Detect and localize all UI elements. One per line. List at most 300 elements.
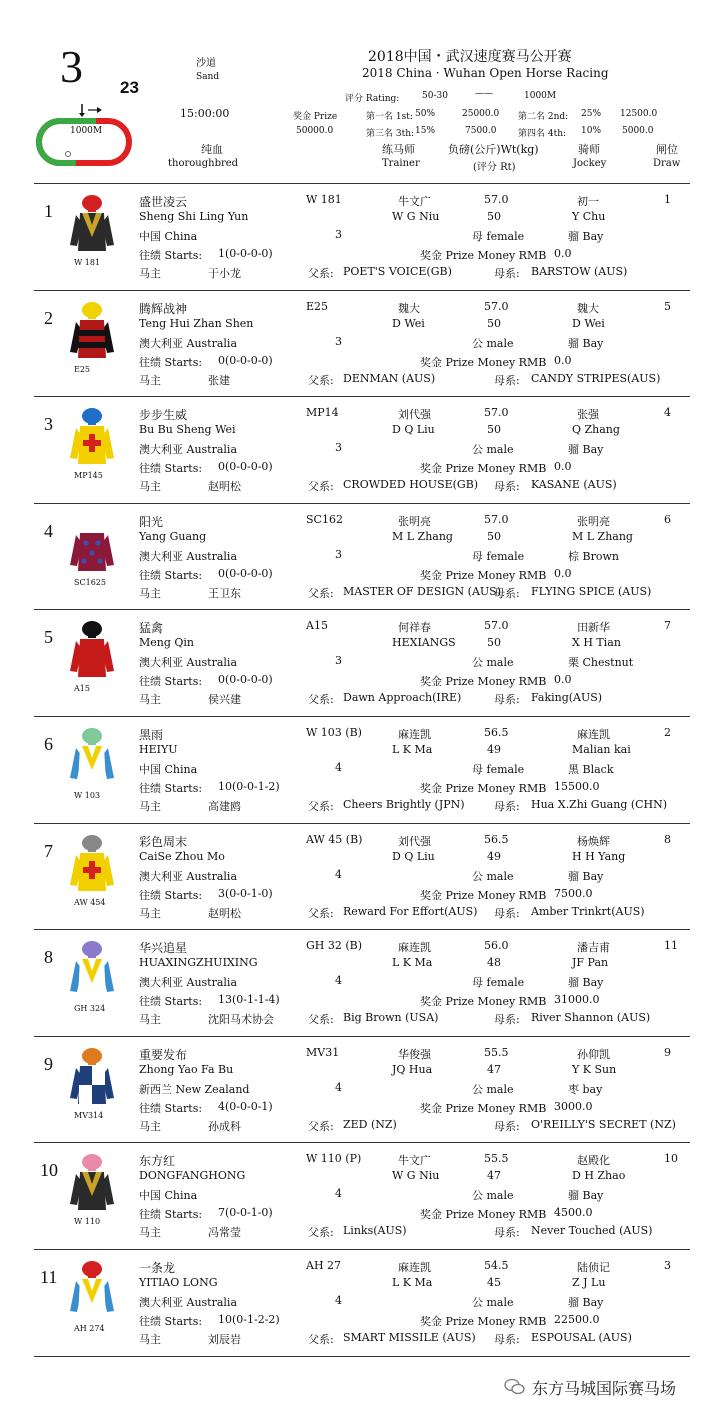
prize-label: 奖金 Prize Money RMB — [420, 568, 547, 582]
jockey-cn: 张强 — [577, 408, 599, 422]
sire-label: 父系: — [308, 1013, 334, 1027]
trainer-en: L K Ma — [392, 743, 433, 756]
horse-age: 3 — [335, 228, 342, 241]
rating: 50 — [487, 529, 501, 543]
starts-record: 0(0-0-0-0) — [218, 460, 273, 474]
starts-record: 0(0-0-0-0) — [218, 673, 273, 687]
owner-name: 高建鸥 — [208, 800, 241, 813]
owner-name: 于小龙 — [208, 267, 241, 280]
prize-money: 0.0 — [554, 460, 572, 474]
dam-label: 母系: — [494, 373, 520, 387]
sire-name: Dawn Approach(IRE) — [343, 691, 462, 705]
horse-origin: 中国 China — [139, 230, 198, 243]
prize-label: 奖金 Prize Money RMB — [420, 462, 547, 476]
trainer-en: HEXIANGS — [392, 636, 456, 650]
horse-age: 4 — [335, 1187, 342, 1201]
col-draw-cn: 闸位 — [656, 143, 678, 156]
owner-name: 赵明松 — [208, 480, 241, 494]
dam-label: 母系: — [494, 267, 520, 280]
horse-age: 4 — [335, 1080, 342, 1094]
starts-record: 3(0-0-1-0) — [218, 886, 273, 900]
jockey-silks-icon — [70, 1259, 114, 1319]
fourth-pct: 10% — [581, 126, 602, 136]
prize-label: 奖金 Prize Money RMB — [420, 249, 547, 262]
horse-name-en: Zhong Yao Fa Bu — [139, 1062, 234, 1076]
sex: 公 male — [472, 656, 514, 670]
sex: 公 male — [472, 1082, 514, 1096]
third-amount: 7500.0 — [465, 126, 497, 136]
dam-name: FLYING SPICE (AUS) — [531, 584, 652, 598]
weight: 56.5 — [484, 726, 509, 739]
horse-name-cn: 东方红 — [139, 1154, 176, 1169]
sire-label: 父系: — [308, 1119, 334, 1133]
track-distance-label: 1000M — [70, 126, 103, 136]
horse-color: 栗 Chestnut — [568, 656, 634, 670]
trainer-en: W G Niu — [392, 1169, 440, 1183]
second-pct: 25% — [581, 109, 602, 119]
sex: 公 male — [472, 336, 514, 350]
starts-label: 往绩 Starts: — [139, 1101, 203, 1115]
trainer-cn: 麻连凯 — [398, 1261, 431, 1274]
draw: 9 — [664, 1045, 671, 1059]
prize-money: 0.0 — [554, 247, 572, 260]
post-number: 5 — [44, 627, 53, 648]
owner-label: 马主 — [139, 1013, 161, 1027]
jockey-cn: 杨焕辉 — [577, 834, 610, 848]
sex: 母 female — [472, 976, 525, 990]
horse-origin: 澳大利亚 Australia — [139, 549, 238, 563]
owner-label: 马主 — [139, 906, 161, 920]
horse-color: 骝 Bay — [568, 336, 604, 350]
third-pct: 15% — [415, 126, 436, 136]
horse-origin: 澳大利亚 Australia — [139, 869, 238, 883]
jockey-silks-icon — [70, 939, 114, 999]
trainer-en: D Q Liu — [392, 423, 435, 437]
horse-age: 4 — [335, 974, 342, 988]
horse-code-small: GH 324 — [74, 1004, 106, 1014]
jockey-en: D H Zhao — [572, 1169, 626, 1183]
horse-name-cn: 重要发布 — [139, 1047, 188, 1062]
weight: 57.0 — [484, 406, 509, 420]
starts-label: 往绩 Starts: — [139, 675, 203, 689]
sire-name: CROWDED HOUSE(GB) — [343, 478, 479, 492]
horse-code: W 181 — [306, 193, 342, 206]
race-title-cn: 2018中国・武汉速度赛马公开赛 — [368, 49, 572, 65]
horse-color: 骝 Bay — [568, 443, 604, 457]
row-divider — [34, 1356, 690, 1357]
race-title-en: 2018 China · Wuhan Open Horse Racing — [362, 66, 609, 80]
col-jockey-en: Jockey — [573, 158, 607, 169]
jockey-cn: 陆侦记 — [577, 1261, 610, 1274]
draw: 4 — [664, 406, 671, 420]
trainer-en: W G Niu — [392, 210, 440, 223]
horse-color: 骝 Bay — [568, 1296, 604, 1309]
jockey-cn: 潘吉甫 — [577, 941, 610, 955]
starts-label: 往绩 Starts: — [139, 355, 203, 369]
horse-name-en: YITIAO LONG — [139, 1276, 218, 1289]
jockey-en: Y Chu — [572, 210, 606, 223]
starts-record: 0(0-0-0-0) — [218, 353, 273, 367]
prize-money: 4500.0 — [554, 1206, 593, 1220]
horse-name-cn: 阳光 — [139, 514, 164, 529]
third-label: 第三名 3th: — [366, 129, 415, 139]
horse-code-small: A15 — [74, 684, 90, 694]
owner-name: 沈阳马术协会 — [208, 1013, 274, 1027]
horse-age: 3 — [335, 334, 342, 348]
prize-money: 0.0 — [554, 673, 572, 687]
sex: 公 male — [472, 443, 514, 457]
horse-code: A15 — [306, 619, 328, 633]
prize-money: 3000.0 — [554, 1099, 593, 1113]
owner-label: 马主 — [139, 693, 161, 707]
sire-label: 父系: — [308, 906, 334, 920]
starts-label: 往绩 Starts: — [139, 782, 203, 795]
jockey-cn: 魏大 — [577, 301, 599, 315]
owner-label: 马主 — [139, 586, 161, 600]
owner-label: 马主 — [139, 1333, 161, 1346]
rating: 50 — [487, 316, 501, 330]
rating: 49 — [487, 743, 501, 756]
sire-name: ZED (NZ) — [343, 1117, 397, 1131]
horse-age: 4 — [335, 867, 342, 881]
horse-name-cn: 腾辉战神 — [139, 301, 188, 316]
row-divider — [34, 503, 690, 504]
trainer-en: D Q Liu — [392, 849, 435, 863]
dam-name: BARSTOW (AUS) — [531, 265, 628, 278]
post-number: 8 — [44, 947, 53, 968]
prize-money: 0.0 — [554, 566, 572, 580]
dam-name: Hua X.Zhi Guang (CHN) — [531, 798, 668, 811]
entry-row — [0, 937, 720, 1044]
entry-row — [0, 724, 720, 831]
dam-name: Faking(AUS) — [531, 691, 603, 705]
sire-label: 父系: — [308, 693, 334, 707]
entry-row — [0, 1257, 720, 1364]
horse-color: 枣 bay — [568, 1082, 603, 1096]
trainer-en: D Wei — [392, 316, 425, 330]
horse-code: AW 45 (B) — [306, 832, 363, 846]
sire-name: MASTER OF DESIGN (AUS) — [343, 584, 502, 598]
trainer-cn: 牛文广 — [398, 1154, 431, 1168]
owner-name: 张建 — [208, 373, 230, 387]
race-number: 3 — [60, 41, 83, 92]
jockey-silks-icon — [70, 406, 114, 466]
horse-name-cn: 步步生威 — [139, 408, 188, 423]
col-draw-en: Draw — [653, 158, 681, 169]
fourth-label: 第四名 4th: — [518, 129, 567, 139]
dam-label: 母系: — [494, 693, 520, 707]
horse-origin: 澳大利亚 Australia — [139, 976, 238, 990]
owner-label: 马主 — [139, 1226, 161, 1240]
sire-label: 父系: — [308, 480, 334, 494]
horse-name-en: DONGFANGHONG — [139, 1169, 246, 1183]
horse-code-small: AW 454 — [74, 897, 106, 907]
weight: 54.5 — [484, 1259, 509, 1272]
draw: 3 — [664, 1259, 671, 1272]
prize-label: 奖金 Prize Money RMB — [420, 1315, 547, 1328]
draw: 7 — [664, 619, 671, 633]
col-rating-en: (评分 Rt) — [473, 162, 516, 173]
horse-code-small: W 103 — [74, 791, 101, 800]
weight: 56.5 — [484, 832, 509, 846]
row-divider — [34, 183, 690, 184]
owner-name: 王卫东 — [208, 586, 241, 600]
jockey-silks-icon — [70, 513, 114, 573]
horse-code-small: MP145 — [74, 471, 103, 481]
sex: 公 male — [472, 1296, 514, 1309]
draw: 8 — [664, 832, 671, 846]
horse-code-small: E25 — [74, 364, 91, 374]
rating-dash: —— — [475, 89, 493, 99]
horse-name-cn: 盛世凌云 — [139, 195, 188, 209]
trainer-cn: 麻连凯 — [398, 941, 431, 955]
weight: 57.0 — [484, 619, 509, 633]
horse-name-en: Meng Qin — [139, 636, 195, 650]
owner-label: 马主 — [139, 267, 161, 280]
surface-en: Sand — [196, 72, 220, 82]
row-divider — [34, 609, 690, 610]
dam-name: KASANE (AUS) — [531, 478, 617, 492]
col-trainer-en: Trainer — [382, 158, 420, 169]
weight: 55.5 — [484, 1045, 509, 1059]
starts-record: 4(0-0-0-1) — [218, 1099, 273, 1113]
rating: 45 — [487, 1276, 501, 1289]
prize-label: 奖金 Prize Money RMB — [420, 675, 547, 689]
total-prize: 50000.0 — [296, 126, 334, 136]
entry-row — [0, 298, 720, 405]
jockey-silks-icon — [70, 619, 114, 679]
rating: 50 — [487, 636, 501, 650]
trainer-cn: 华俊强 — [398, 1047, 431, 1061]
horse-name-cn: 猛禽 — [139, 621, 164, 636]
rating: 48 — [487, 956, 501, 970]
horse-code-small: AH 274 — [74, 1324, 105, 1333]
row-divider — [34, 716, 690, 717]
horse-code: W 103 (B) — [306, 726, 362, 739]
sire-name: Cheers Brightly (JPN) — [343, 798, 465, 811]
breed-cn: 纯血 — [201, 143, 223, 156]
horse-origin: 澳大利亚 Australia — [139, 336, 238, 350]
horse-code: GH 32 (B) — [306, 939, 363, 953]
wechat-icon — [504, 1378, 526, 1396]
first-label: 第一名 1st: — [366, 112, 413, 122]
dam-label: 母系: — [494, 1333, 520, 1346]
dam-name: ESPOUSAL (AUS) — [531, 1331, 632, 1344]
second-amount: 12500.0 — [620, 109, 658, 119]
owner-name: 赵明松 — [208, 906, 241, 920]
horse-origin: 澳大利亚 Australia — [139, 1296, 238, 1309]
jockey-en: D Wei — [572, 316, 605, 330]
horse-name-en: CaiSe Zhou Mo — [139, 849, 225, 863]
col-jockey-cn: 骑师 — [578, 143, 600, 156]
horse-code-small: W 110 — [74, 1217, 101, 1227]
horse-color: 棕 Brown — [568, 549, 619, 563]
dam-label: 母系: — [494, 800, 520, 813]
dam-label: 母系: — [494, 906, 520, 920]
sire-name: DENMAN (AUS) — [343, 371, 436, 385]
row-divider — [34, 929, 690, 930]
prize-label: 奖金 Prize Money RMB — [420, 888, 547, 902]
rating: 49 — [487, 849, 501, 863]
horse-color: 骝 Bay — [568, 1189, 604, 1203]
field-size: 23 — [120, 78, 139, 97]
trainer-cn: 何祥春 — [398, 621, 431, 635]
jockey-en: X H Tian — [572, 636, 621, 650]
trainer-cn: 张明亮 — [398, 514, 431, 528]
sire-name: POET'S VOICE(GB) — [343, 265, 452, 278]
weight: 57.0 — [484, 193, 509, 206]
prize-label: 奖金 Prize — [293, 112, 338, 122]
jockey-silks-icon — [70, 1152, 114, 1212]
sire-name: Big Brown (USA) — [343, 1011, 439, 1025]
entry-row — [0, 404, 720, 511]
jockey-cn: 孙仰凯 — [577, 1047, 610, 1061]
sex: 母 female — [472, 763, 525, 776]
col-trainer-cn: 练马师 — [382, 143, 415, 156]
starts-record: 7(0-0-1-0) — [218, 1206, 273, 1220]
horse-origin: 中国 China — [139, 763, 198, 776]
starts-record: 0(0-0-0-0) — [218, 566, 273, 580]
post-number: 2 — [44, 307, 53, 328]
entry-row — [0, 511, 720, 618]
horse-age: 3 — [335, 547, 342, 561]
weight: 57.0 — [484, 512, 509, 526]
row-divider — [34, 823, 690, 824]
dam-label: 母系: — [494, 1119, 520, 1133]
trainer-en: M L Zhang — [392, 529, 453, 543]
jockey-cn: 张明亮 — [577, 514, 610, 528]
horse-age: 3 — [335, 441, 342, 455]
owner-label: 马主 — [139, 480, 161, 494]
weight: 55.5 — [484, 1152, 509, 1166]
trainer-en: JQ Hua — [392, 1062, 433, 1076]
starts-label: 往绩 Starts: — [139, 888, 203, 902]
horse-name-cn: 华兴追星 — [139, 941, 188, 956]
horse-age: 3 — [335, 654, 342, 668]
prize-money: 15500.0 — [554, 780, 600, 793]
horse-origin: 中国 China — [139, 1189, 198, 1203]
prize-label: 奖金 Prize Money RMB — [420, 1208, 547, 1222]
post-number: 3 — [44, 414, 53, 435]
draw: 11 — [664, 939, 678, 953]
owner-name: 冯常莹 — [208, 1226, 241, 1240]
prize-money: 31000.0 — [554, 993, 600, 1007]
jockey-cn: 赵殿化 — [577, 1154, 610, 1168]
owner-label: 马主 — [139, 800, 161, 813]
jockey-en: Malian kai — [572, 743, 631, 756]
horse-code: E25 — [306, 299, 329, 313]
jockey-silks-icon — [70, 1046, 114, 1106]
owner-name: 孙成科 — [208, 1119, 241, 1133]
dam-name: River Shannon (AUS) — [531, 1011, 651, 1025]
start-arrow-icon — [78, 102, 104, 118]
fourth-amount: 5000.0 — [622, 126, 654, 136]
sire-name: SMART MISSILE (AUS) — [343, 1331, 476, 1344]
dam-label: 母系: — [494, 586, 520, 600]
prize-label: 奖金 Prize Money RMB — [420, 782, 547, 795]
horse-code: SC162 — [306, 512, 343, 526]
horse-name-en: HUAXINGZHUIXING — [139, 956, 258, 970]
sire-name: Links(AUS) — [343, 1224, 407, 1238]
starts-record: 13(0-1-1-4) — [218, 993, 280, 1007]
jockey-silks-icon — [70, 833, 114, 893]
surface-cn: 沙道 — [196, 58, 216, 69]
entry-row — [0, 617, 720, 724]
horse-code-small: SC1625 — [74, 577, 106, 587]
horse-origin: 澳大利亚 Australia — [139, 656, 238, 670]
entry-row — [0, 191, 720, 298]
dam-name: Never Touched (AUS) — [531, 1224, 653, 1238]
sire-name: Reward For Effort(AUS) — [343, 904, 478, 918]
post-number: 6 — [44, 734, 53, 754]
horse-origin: 新西兰 New Zealand — [139, 1082, 250, 1096]
horse-code: AH 27 — [306, 1259, 342, 1272]
row-divider — [34, 1249, 690, 1250]
horse-name-en: Bu Bu Sheng Wei — [139, 423, 236, 437]
rating: 47 — [487, 1062, 501, 1076]
starts-label: 往绩 Starts: — [139, 1208, 203, 1222]
prize-label: 奖金 Prize Money RMB — [420, 355, 547, 369]
dam-name: O'REILLY'S SECRET (NZ) — [531, 1117, 676, 1131]
weight: 56.0 — [484, 939, 509, 953]
starts-record: 10(0-1-2-2) — [218, 1313, 280, 1326]
dam-label: 母系: — [494, 1013, 520, 1027]
trainer-cn: 牛文广 — [398, 195, 431, 208]
draw: 1 — [664, 193, 671, 206]
starts-label: 往绩 Starts: — [139, 249, 203, 262]
trainer-cn: 麻连凯 — [398, 728, 431, 741]
dam-name: Amber Trinkrt(AUS) — [531, 904, 645, 918]
starts-record: 10(0-0-1-2) — [218, 780, 280, 793]
horse-code: W 110 (P) — [306, 1152, 362, 1166]
horse-code: MV31 — [306, 1045, 340, 1059]
owner-label: 马主 — [139, 1119, 161, 1133]
trainer-en: L K Ma — [392, 956, 433, 970]
horse-name-en: Teng Hui Zhan Shen — [139, 316, 254, 330]
horse-code: MP14 — [306, 406, 339, 420]
prize-money: 0.0 — [554, 353, 572, 367]
jockey-en: Q Zhang — [572, 423, 620, 437]
horse-name-en: Sheng Shi Ling Yun — [139, 210, 249, 223]
draw: 5 — [664, 299, 671, 313]
jockey-cn: 麻连凯 — [577, 728, 610, 741]
rating: 50 — [487, 210, 501, 223]
sex: 母 female — [472, 230, 525, 243]
first-amount: 25000.0 — [462, 109, 500, 119]
starts-label: 往绩 Starts: — [139, 462, 203, 476]
second-label: 第二名 2nd: — [518, 112, 569, 122]
watermark-text: 东方马城国际赛马场 — [532, 1379, 677, 1398]
jockey-en: Y K Sun — [572, 1062, 617, 1076]
row-divider — [34, 1142, 690, 1143]
horse-name-cn: 一条龙 — [139, 1261, 176, 1275]
owner-label: 马主 — [139, 373, 161, 387]
distance: 1000M — [524, 91, 557, 101]
row-divider — [34, 1036, 690, 1037]
horse-name-cn: 彩色周末 — [139, 834, 188, 849]
post-number: 11 — [40, 1267, 58, 1287]
horse-color: 骝 Bay — [568, 869, 604, 883]
sire-label: 父系: — [308, 1333, 334, 1346]
prize-money: 7500.0 — [554, 886, 593, 900]
entry-row — [0, 831, 720, 938]
horse-code-small: MV314 — [74, 1110, 104, 1120]
weight: 57.0 — [484, 299, 509, 313]
owner-name: 侯兴建 — [208, 693, 241, 707]
trainer-cn: 刘代强 — [398, 834, 431, 848]
starts-label: 往绩 Starts: — [139, 995, 203, 1009]
row-divider — [34, 396, 690, 397]
